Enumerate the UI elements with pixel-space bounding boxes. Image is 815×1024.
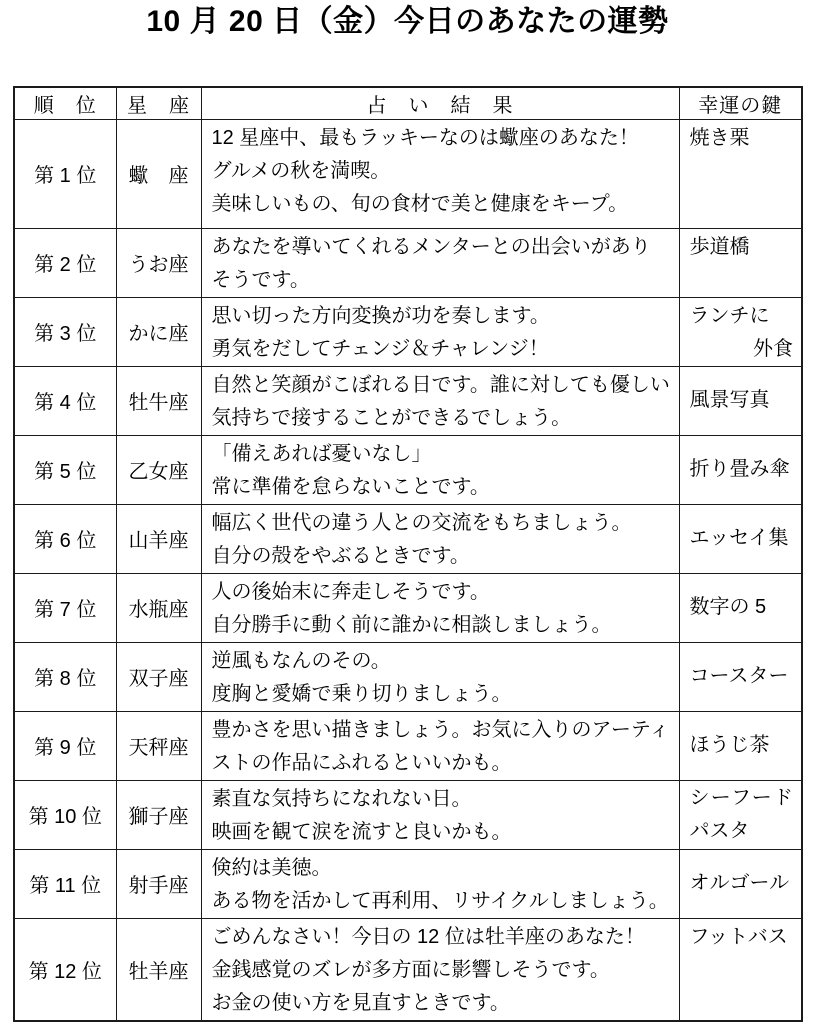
lucky-key-line: シーフード <box>689 786 793 809</box>
rank-cell <box>14 573 116 642</box>
sign-cell <box>116 366 201 435</box>
fortune-cell <box>201 366 679 435</box>
sign-cell <box>116 297 201 366</box>
fortune-line: 12 星座中、最もラッキーなのは蠍座のあなた！ <box>211 126 639 149</box>
lucky-key-cell <box>679 228 802 297</box>
lucky-key-cell <box>679 366 802 435</box>
table-row <box>14 573 802 642</box>
sign-label: かに座 <box>128 323 189 345</box>
fortune-cell <box>201 119 679 228</box>
table-row <box>14 642 802 711</box>
rank-label: 第 12 位 <box>28 960 102 983</box>
fortune-line: 豊かさを思い描きましょう。お気に入りのアーティ <box>211 718 670 741</box>
lucky-key-cell <box>679 435 802 504</box>
fortune-text <box>212 300 673 366</box>
table-body <box>14 119 802 1021</box>
fortune-cell <box>201 918 679 1021</box>
fortune-line: 逆風もなんのその。 <box>211 649 391 672</box>
fortune-cell <box>201 435 679 504</box>
fortune-line: 素直な気持ちになれない日。 <box>211 787 472 810</box>
fortune-text <box>212 438 673 504</box>
lucky-key-line: オルゴール <box>689 872 790 894</box>
rank-label: 第 8 位 <box>34 668 97 690</box>
table-row <box>14 435 802 504</box>
lucky-key-line: 風景写真 <box>689 389 770 411</box>
lucky-key-cell <box>679 918 802 1021</box>
table-row <box>14 504 802 573</box>
fortune-cell <box>201 504 679 573</box>
fortune-text <box>212 507 673 573</box>
lucky-key-cell <box>679 780 802 849</box>
lucky-key-line: エッセイ集 <box>689 527 789 549</box>
table-row <box>14 849 802 918</box>
fortune-line: 「備えあれば憂いなし」 <box>211 442 432 465</box>
fortune-text <box>212 852 673 918</box>
fortune-cell <box>201 849 679 918</box>
sign-label: 射手座 <box>128 875 189 897</box>
rank-label: 第 6 位 <box>34 530 97 552</box>
rank-cell <box>14 780 116 849</box>
lucky-key-line: フットバス <box>689 925 788 948</box>
lucky-key-line: 焼き栗 <box>689 126 750 149</box>
fortune-cell <box>201 228 679 297</box>
sign-cell <box>116 435 201 504</box>
rank-cell <box>14 435 116 504</box>
rank-cell <box>14 918 116 1021</box>
header-row <box>14 87 802 119</box>
fortune-cell <box>201 642 679 711</box>
fortune-text <box>212 714 673 780</box>
table-row <box>14 297 802 366</box>
rank-cell <box>14 228 116 297</box>
lucky-key-line: 外食 <box>753 337 793 360</box>
fortune-line: 度胸と愛嬌で乗り切りましょう。 <box>211 682 512 705</box>
sign-cell <box>116 119 201 228</box>
fortune-text <box>212 231 673 297</box>
fortune-line: 勇気をだしてチェンジ＆チャレンジ！ <box>211 337 549 360</box>
rank-label: 第 2 位 <box>34 254 97 276</box>
rank-cell <box>14 642 116 711</box>
fortune-line: 思い切った方向変換が功を奏します。 <box>211 304 550 327</box>
lucky-key-cell <box>679 849 802 918</box>
lucky-key-cell <box>679 297 802 366</box>
fortune-text <box>212 921 673 1020</box>
sign-label: 牡羊座 <box>128 960 189 983</box>
lucky-key-line: コースター <box>689 665 789 687</box>
fortune-line: 美味しいもの、旬の食材で美と健康をキープ。 <box>211 192 629 215</box>
fortune-line: グルメの秋を満喫。 <box>211 159 391 182</box>
fortune-line: 幅広く世代の違う人との交流をもちましょう。 <box>211 511 632 534</box>
sign-cell <box>116 228 201 297</box>
table-row <box>14 119 802 228</box>
fortune-line: 自分勝手に動く前に誰かに相談しましょう。 <box>211 613 612 636</box>
fortune-line: 金銭感覚のズレが多方面に影響しそうです。 <box>211 958 610 981</box>
sign-cell <box>116 918 201 1021</box>
page-title: 10 月 20 日（金）今日のあなたの運勢 <box>146 5 669 38</box>
lucky-key-cell <box>679 711 802 780</box>
fortune-line: お金の使い方を見直すときです。 <box>211 991 510 1014</box>
fortune-line: ある物を活かして再利用、リサイクルしましょう。 <box>211 889 669 912</box>
header-rank: 順 位 <box>14 87 116 119</box>
lucky-key-line: 折り畳み傘 <box>689 458 790 480</box>
lucky-key-line: パスタ <box>689 819 750 842</box>
fortune-cell <box>201 297 679 366</box>
sign-label: 獅子座 <box>128 806 189 828</box>
sign-label: 水瓶座 <box>128 599 189 621</box>
rank-cell <box>14 119 116 228</box>
lucky-key-cell <box>679 504 802 573</box>
rank-cell <box>14 849 116 918</box>
fortune-line: 気持ちで接することができるでしょう。 <box>211 406 572 429</box>
fortune-line: ストの作品にふれるといいかも。 <box>211 751 512 774</box>
rank-label: 第 7 位 <box>34 599 97 621</box>
lucky-key-line: 数字の 5 <box>689 596 767 618</box>
rank-cell <box>14 711 116 780</box>
rank-label: 第 10 位 <box>28 806 102 828</box>
fortune-cell <box>201 780 679 849</box>
fortune-line: 自分の殻をやぶるときです。 <box>211 544 470 567</box>
sign-cell <box>116 849 201 918</box>
sign-label: 乙女座 <box>128 461 189 483</box>
sign-label: うお座 <box>128 254 189 276</box>
table-row <box>14 366 802 435</box>
lucky-key-line: ランチに <box>689 304 770 327</box>
table-row <box>14 228 802 297</box>
header-lucky-key: 幸運の鍵 <box>679 87 802 119</box>
lucky-key-cell <box>679 642 802 711</box>
sign-label: 双子座 <box>128 668 189 690</box>
lucky-key-cell <box>679 119 802 228</box>
rank-cell <box>14 297 116 366</box>
rank-label: 第 4 位 <box>34 392 97 414</box>
table-row <box>14 918 802 1021</box>
fortune-line: 自然と笑顔がこぼれる日です。誰に対しても優しい <box>211 373 670 396</box>
rank-label: 第 11 位 <box>29 875 102 897</box>
fortune-line: そうです。 <box>211 268 310 291</box>
sign-label: 蠍 座 <box>128 165 189 187</box>
sign-cell <box>116 573 201 642</box>
lucky-key-line: 歩道橋 <box>689 235 750 258</box>
fortune-table <box>13 86 803 1022</box>
rank-label: 第 1 位 <box>34 165 97 187</box>
header-sign: 星 座 <box>116 87 201 119</box>
sign-cell <box>116 711 201 780</box>
fortune-text <box>212 576 673 642</box>
sign-label: 天秤座 <box>128 737 189 759</box>
fortune-line: 倹約は美徳。 <box>211 856 332 879</box>
sign-cell <box>116 780 201 849</box>
header-result: 占 い 結 果 <box>201 87 679 119</box>
fortune-text <box>212 122 673 221</box>
sign-cell <box>116 504 201 573</box>
table-row <box>14 780 802 849</box>
lucky-key-line: ほうじ茶 <box>689 734 770 756</box>
fortune-line: あなたを導いてくれるメンターとの出会いがあり <box>211 235 651 258</box>
lucky-key-cell <box>679 573 802 642</box>
fortune-text <box>212 369 673 435</box>
sign-cell <box>116 642 201 711</box>
rank-label: 第 3 位 <box>34 323 97 345</box>
rank-label: 第 5 位 <box>34 461 97 483</box>
fortune-cell <box>201 711 679 780</box>
fortune-line: 映画を観て涙を流すと良いかも。 <box>211 820 512 843</box>
table-header <box>14 87 802 119</box>
rank-cell <box>14 504 116 573</box>
sign-label: 山羊座 <box>128 530 189 552</box>
fortune-cell <box>201 573 679 642</box>
fortune-text <box>212 645 673 711</box>
fortune-line: 人の後始末に奔走しそうです。 <box>211 580 490 603</box>
sign-label: 牡牛座 <box>128 392 189 414</box>
table-row <box>14 711 802 780</box>
fortune-line: ごめんなさい！今日の 12 位は牡羊座のあなた！ <box>211 925 645 948</box>
fortune-text <box>212 783 673 849</box>
rank-label: 第 9 位 <box>34 737 97 759</box>
rank-cell <box>14 366 116 435</box>
fortune-line: 常に準備を怠らないことです。 <box>211 475 490 498</box>
